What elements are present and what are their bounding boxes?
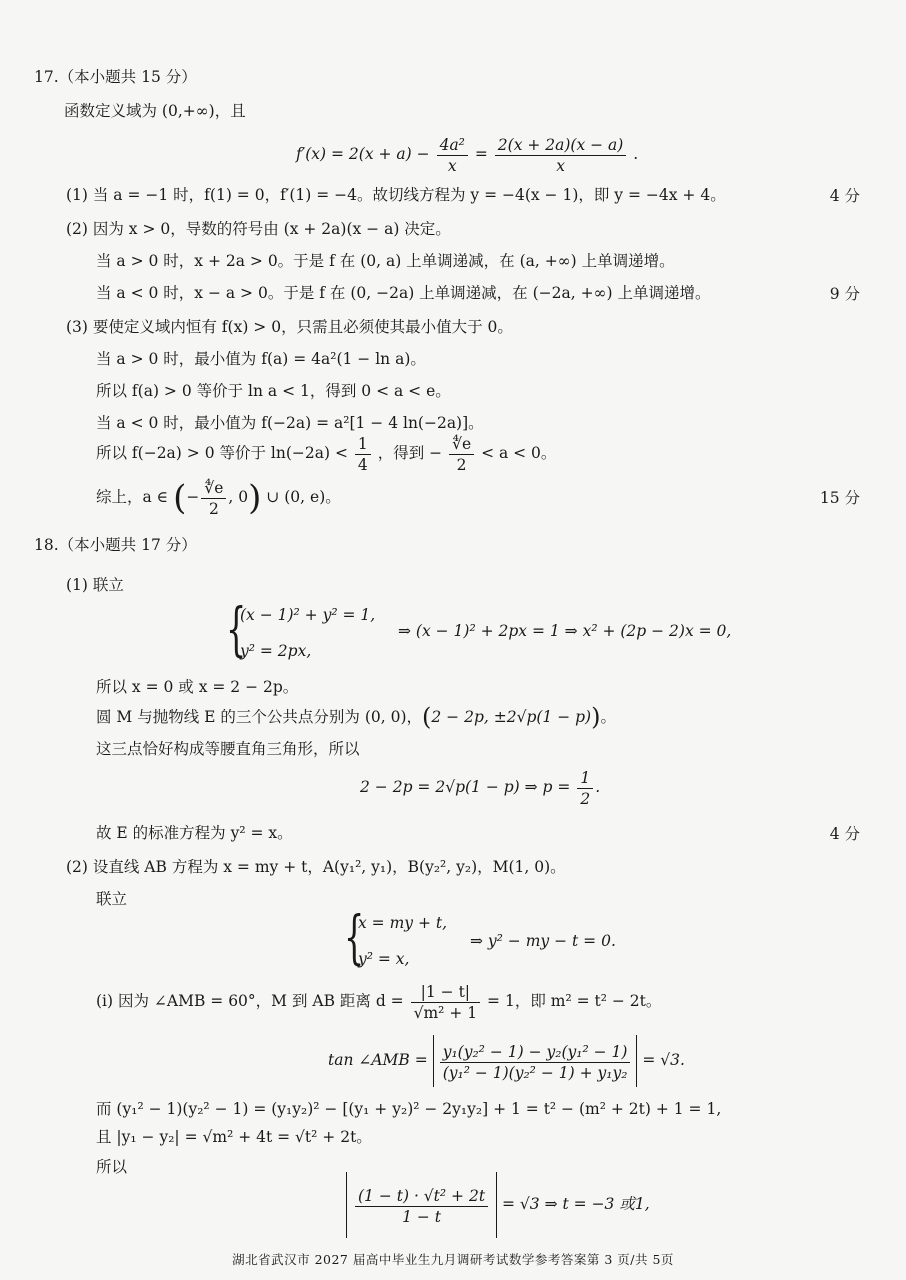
q17-derivative-equation: [296, 132, 638, 176]
p3d-frac2: [449, 434, 474, 475]
q17-part3-line-d: [96, 430, 556, 476]
p3d-end: < a < 0。: [481, 444, 557, 462]
system1-brace: {: [226, 595, 247, 663]
tan-end: = √3.: [642, 1051, 685, 1069]
q18-part2-lianli: 联立: [96, 890, 128, 908]
q17-part3-line-a: 当 a > 0 时，最小值为 f(a) = 4a²(1 − ln a)。: [96, 350, 426, 368]
p3e-post: , 0: [228, 488, 249, 506]
q18-header: 18.（本小题共 17 分）: [34, 536, 197, 554]
q17-part2-score: 9 分: [829, 285, 860, 303]
paren-l: (: [422, 703, 432, 731]
p1eq-num: 1: [580, 768, 591, 787]
deriv-end: .: [633, 145, 639, 163]
i-frac: [411, 982, 481, 1023]
p3d-frac1: [355, 434, 371, 475]
q17-domain-line: 函数定义域为 (0,+∞)，且: [64, 102, 246, 120]
p3d-mid: ，得到 −: [377, 444, 443, 462]
left-paren: (: [173, 478, 187, 518]
system1-line2: y² = 2px,: [240, 642, 312, 660]
final-abs-bars: [346, 1172, 497, 1238]
p1b-point: 2 − 2p, ±2√p(1 − p): [431, 708, 592, 726]
q18-er-line: 而 (y₁² − 1)(y₂² − 1) = (y₁y₂)² − [(y₁ + y₂)² − 2y₁y₂] + 1 = t² − (m² + 2t) + 1 = 1,: [96, 1100, 722, 1118]
p3d-frac2-den: 2: [449, 454, 474, 475]
i-pre: (i) 因为 ∠AMB = 60°，M 到 AB 距离 d =: [96, 992, 404, 1010]
p3e-frac-num: ∜e: [204, 478, 224, 497]
tan-den: (y₁² − 1)(y₂² − 1) + y₁y₂: [440, 1062, 631, 1083]
deriv-frac2-den: x: [495, 155, 627, 176]
q18-p1-line-c: 这三点恰好构成等腰直角三角形，所以: [96, 740, 360, 758]
q17-part3-conclusion: [96, 474, 341, 521]
p1eq-end: .: [595, 778, 601, 796]
right-paren: ): [248, 478, 262, 518]
p3e-frac: [201, 478, 226, 519]
system1-result: ⇒ (x − 1)² + 2px = 1 ⇒ x² + (2p − 2)x = 0,: [398, 622, 732, 640]
system1-line1: (x − 1)² + y² = 1,: [240, 606, 376, 624]
q17-part3-line-b: 所以 f(a) > 0 等价于 ln a < 1，得到 0 < a < e。: [96, 382, 451, 400]
q18-part1-score: 4 分: [829, 825, 860, 843]
final-end: = √3 ⇒ t = −3 或1,: [502, 1195, 650, 1213]
q17-header: 17.（本小题共 15 分）: [34, 68, 197, 86]
final-num: (1 − t) · √t² + 2t: [358, 1186, 486, 1205]
deriv-frac2-num: 2(x + 2a)(x − a): [497, 135, 624, 154]
tan-num: y₁(y₂² − 1) − y₂(y₁² − 1): [442, 1042, 628, 1061]
system2-line2: y² = x,: [358, 950, 410, 968]
q18-suoyi: 所以: [96, 1158, 128, 1176]
p1eq-frac: [577, 768, 593, 809]
deriv-frac2: [495, 135, 627, 176]
q17-part1-score: 4 分: [829, 187, 860, 205]
p1eq-den: 2: [577, 788, 593, 809]
q17-part2: (2) 因为 x > 0，导数的符号由 (x + 2a)(x − a) 决定。: [66, 220, 451, 238]
p3d-pre: 所以 f(−2a) > 0 等价于 ln(−2a) <: [96, 444, 348, 462]
q18-tan-equation: [328, 1034, 685, 1087]
q17-part3: (3) 要使定义域内恒有 f(x) > 0，只需且必须使其最小值大于 0。: [66, 318, 513, 336]
page-footer: 湖北省武汉市 2027 届高中毕业生九月调研考试数学参考答案第 3 页/共 5页: [232, 1252, 674, 1267]
system2-brace: {: [344, 903, 365, 971]
deriv-eq: =: [474, 145, 488, 163]
deriv-frac1-num: 4a²: [439, 135, 465, 154]
system2-line1: x = my + t,: [358, 914, 448, 932]
deriv-frac1: [437, 135, 468, 176]
q18-p1-equation: [360, 764, 600, 810]
final-den: 1 − t: [355, 1206, 488, 1227]
q17-part2-case-b: 当 a < 0 时，x − a > 0。于是 f 在 (0, −2a) 上单调递减，在 (−2a, +∞) 上单调递增。: [96, 284, 711, 302]
q18-part2-i-line: [96, 978, 661, 1024]
tan-abs-bars: [433, 1035, 638, 1087]
q17-part3-score: 15 分: [819, 489, 860, 507]
q18-p1-line-a: 所以 x = 0 或 x = 2 − 2p。: [96, 678, 299, 696]
q18-qie-line: 且 |y₁ − y₂| = √m² + 4t = √t² + 2t。: [96, 1128, 372, 1146]
p3d-frac2-num: ∜e: [452, 434, 472, 453]
minus-sign: −: [186, 488, 200, 506]
q18-final-equation: [346, 1172, 650, 1238]
p3e-pre: 综上，a ∈: [96, 488, 169, 506]
q17-part2-case-a: 当 a > 0 时，x + 2a > 0。于是 f 在 (0, a) 上单调递减，在 (a, +∞) 上单调递增。: [96, 252, 675, 270]
final-frac: [355, 1186, 488, 1227]
tan-lhs: tan ∠AMB =: [328, 1051, 428, 1069]
p3e-frac-den: 2: [201, 498, 226, 519]
tan-frac: [440, 1042, 631, 1083]
p3d-frac1-num: 1: [357, 434, 368, 453]
i-end: = 1，即 m² = t² − 2t。: [487, 992, 662, 1010]
i-frac-num: |1 − t|: [420, 982, 471, 1001]
p3d-frac1-den: 4: [355, 454, 371, 475]
p1b-pre: 圆 M 与抛物线 E 的三个公共点分别为 (0, 0)，: [96, 708, 422, 726]
system2-result: ⇒ y² − my − t = 0.: [470, 932, 616, 950]
p1b-end: 。: [600, 708, 616, 726]
p1eq-pre: 2 − 2p = 2√p(1 − p) ⇒ p =: [360, 778, 571, 796]
q18-part1-title: (1) 联立: [66, 576, 124, 594]
p3e-end: ∪ (0, e)。: [266, 488, 341, 506]
q18-part2-title: (2) 设直线 AB 方程为 x = my + t，A(y₁², y₁)，B(y₂², y₂)，M(1, 0)。: [66, 858, 566, 876]
q17-part3-line-c: 当 a < 0 时，最小值为 f(−2a) = a²[1 − 4 ln(−2a)]。: [96, 414, 484, 432]
i-frac-den: √m² + 1: [411, 1002, 481, 1023]
q17-part1: (1) 当 a = −1 时，f(1) = 0，f′(1) = −4。故切线方程为 y = −4(x − 1)，即 y = −4x + 4。: [66, 186, 726, 204]
paren-r: ): [591, 703, 601, 731]
q18-p1-line-d: 故 E 的标准方程为 y² = x。: [96, 824, 293, 842]
q18-p1-line-b: [96, 703, 616, 731]
deriv-lhs: f′(x) = 2(x + a) −: [296, 145, 430, 163]
deriv-frac1-den: x: [437, 155, 468, 176]
